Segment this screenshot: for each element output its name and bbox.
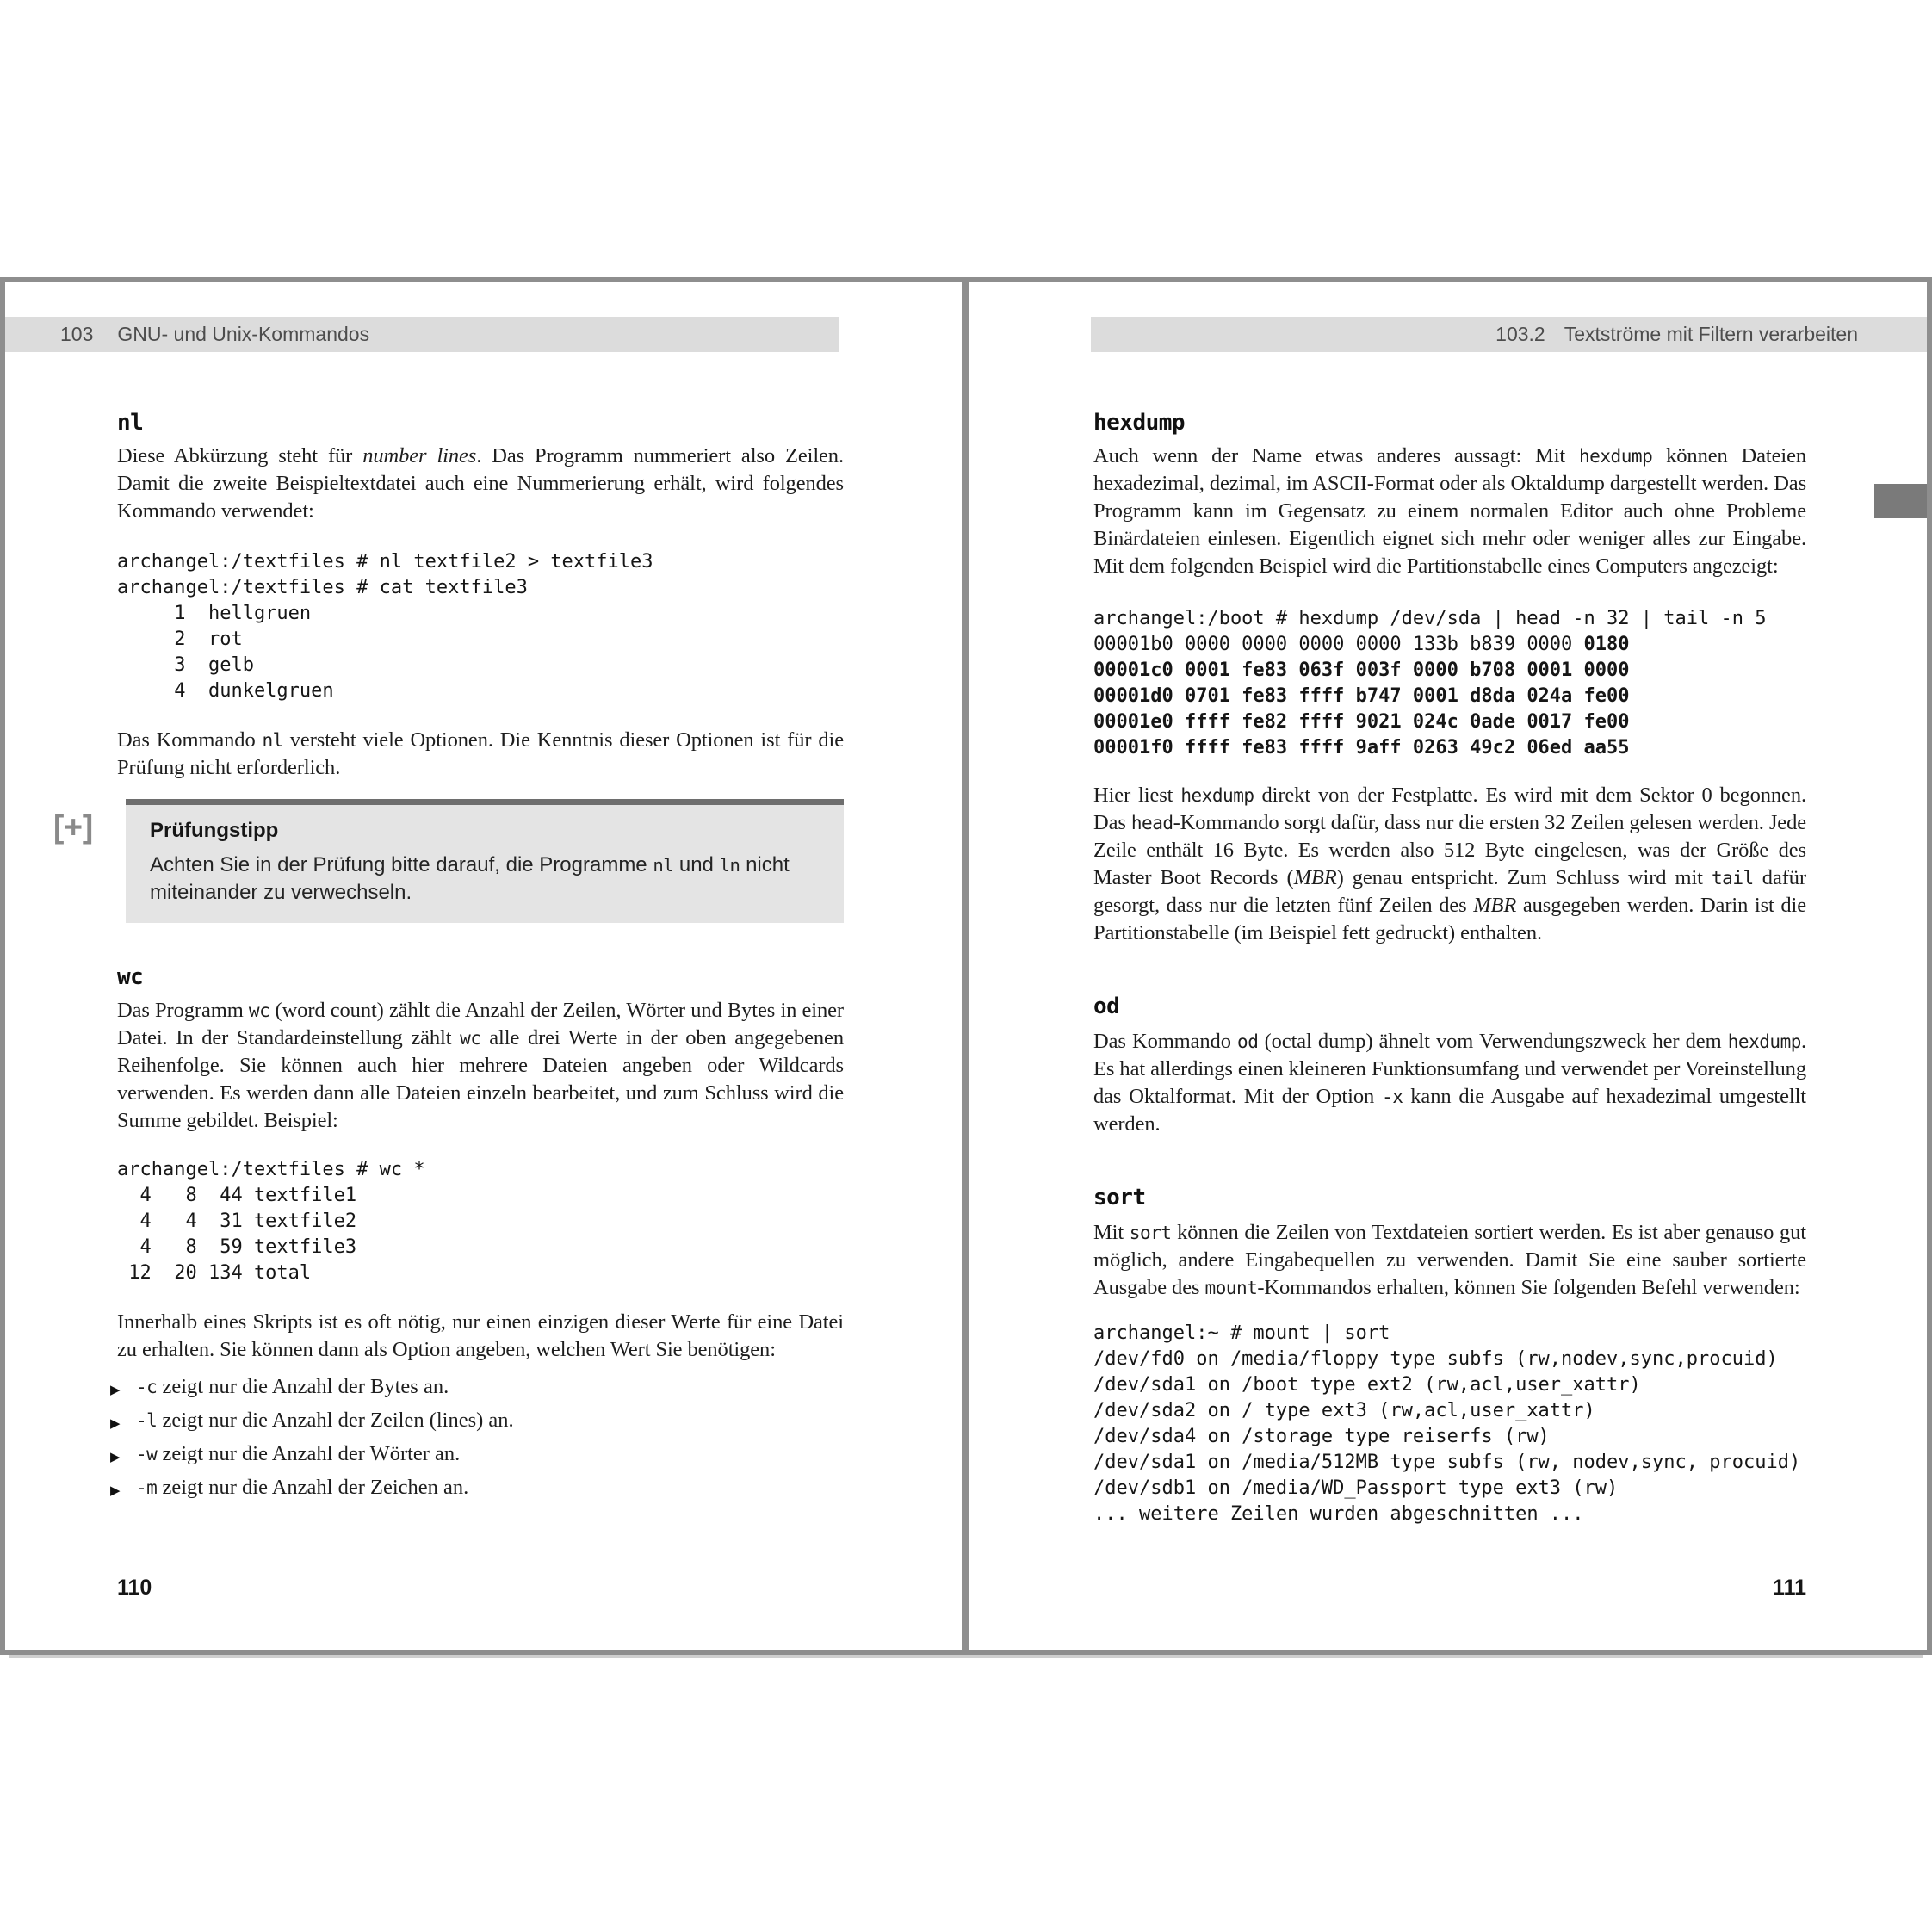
section-heading-od: od — [1093, 994, 1120, 1019]
code-line: 00001e0 ffff fe82 ffff 9021 024c 0ade 0017 fe00 — [1093, 711, 1630, 733]
section-title: Textströme mit Filtern verarbeiten — [1564, 323, 1858, 345]
exam-tip-box — [126, 799, 844, 923]
bullet-triangle-icon: ▶ — [110, 1483, 121, 1498]
list-item: ▶ -m zeigt nur die Anzahl der Zeichen an. — [110, 1475, 837, 1501]
code-line: archangel:/boot # hexdump /dev/sda | head -n 32 | tail -n 5 — [1093, 608, 1767, 629]
running-header-left — [5, 317, 839, 352]
paragraph-wc-options: Innerhalb eines Skripts ist es oft nötig, nur einen einzigen dieser Werte für eine Datei zu erhalten. Sie können dann als Option angeben, welchen Wert Sie benötigen: — [117, 1310, 844, 1361]
right-page — [969, 282, 1927, 1650]
code-block-hexdump — [1093, 606, 1806, 761]
page-divider — [962, 282, 969, 1650]
bullet-triangle-icon: ▶ — [110, 1415, 121, 1431]
exam-tip-icon: [+] — [53, 809, 94, 845]
chapter-edge-tab — [1874, 484, 1927, 518]
code-block-wc — [117, 1157, 844, 1286]
paragraph-nl-options: Das Kommando nl versteht viele Optionen. Die Kenntnis dieser Optionen ist für die Prüfung nicht erforderlich. — [117, 728, 844, 779]
list-item: ▶ -w zeigt nur die Anzahl der Wörter an. — [110, 1441, 837, 1467]
code-line: 12 20 134 total — [117, 1262, 312, 1284]
code-line: archangel:/textfiles # nl textfile2 > textfile3 — [117, 551, 653, 573]
code-line: /dev/sda4 on /storage type reiserfs (rw) — [1093, 1426, 1550, 1447]
code-line: /dev/sdb1 on /media/WD_Passport type ext3 (rw) — [1093, 1477, 1619, 1499]
section-heading-nl: nl — [117, 410, 144, 436]
chapter-title: GNU- und Unix-Kommandos — [117, 323, 370, 345]
page-number-right: 111 — [1773, 1576, 1806, 1600]
code-line: ... weitere Zeilen wurden abgeschnitten ... — [1093, 1503, 1584, 1525]
wc-option-list — [110, 1374, 837, 1508]
code-line: 00001c0 0001 fe83 063f 003f 0000 b708 0001 0000 — [1093, 659, 1630, 681]
paragraph-sort-intro: Mit sort können die Zeilen von Textdateien sortiert werden. Es ist aber genauso gut möglich, andere Eingabequellen zu verwenden. Damit Sie eine sauber sortierte Ausgabe des mount-Kommandos erhalten, können Sie folgenden Befehl verwenden: — [1093, 1221, 1806, 1299]
section-heading-hexdump: hexdump — [1093, 410, 1186, 436]
paragraph-od: Das Kommando od (octal dump) ähnelt vom Verwendungszweck her dem hexdump. Es hat allerdings einen kleineren Funktionsumfang und verwendet per Voreinstellung das Oktalformat. Mit der Option -x kann die Ausgabe auf hexadezimal umgestellt werden. — [1093, 1030, 1806, 1136]
code-line: 3 gelb — [117, 654, 254, 676]
paragraph-hexdump-explanation: Hier liest hexdump direkt von der Festplatte. Es wird mit dem Sektor 0 begonnen. Das head-Kommando sorgt dafür, dass nur die ersten 32 Zeilen gelesen werden. Jede Zeile enthält 16 Byte. Es werden also 512 Byte eingelesen, was der Größe des Master Boot Records (MBR) genau entspricht. Zum Schluss wird mit tail dafür gesorgt, dass nur die letzten fünf Zeilen des MBR ausgegeben werden. Darin ist die Partitionstabelle (im Beispiel fett gedruckt) enthalten. — [1093, 783, 1807, 944]
code-line: 4 4 31 textfile2 — [117, 1211, 357, 1232]
code-line: /dev/sda1 on /media/512MB type subfs (rw, nodev,sync, procuid) — [1093, 1452, 1801, 1473]
list-item: ▶ -c zeigt nur die Anzahl der Bytes an. — [110, 1374, 837, 1400]
section-heading-wc: wc — [117, 964, 144, 990]
bullet-triangle-icon: ▶ — [110, 1449, 121, 1464]
page-number-left: 110 — [117, 1576, 152, 1600]
section-number: 103.2 — [1495, 323, 1545, 345]
code-line: /dev/fd0 on /media/floppy type subfs (rw,nodev,sync,procuid) — [1093, 1348, 1778, 1370]
code-line: 00001d0 0701 fe83 ffff b747 0001 d8da 024a fe00 — [1093, 685, 1630, 707]
code-block-sort — [1093, 1321, 1806, 1527]
code-line: 00001f0 ffff fe83 ffff 9aff 0263 49c2 06ed aa55 — [1093, 737, 1630, 759]
tip-body: Achten Sie in der Prüfung bitte darauf, die Programme nl und ln nicht miteinander zu verwechseln. — [150, 853, 790, 904]
code-line: archangel:/textfiles # wc * — [117, 1159, 425, 1180]
section-heading-sort: sort — [1093, 1185, 1146, 1211]
code-block-nl — [117, 549, 844, 704]
paragraph-nl-intro: Diese Abkürzung steht für number lines. Das Programm nummeriert also Zeilen. Damit die zweite Beispieltextdatei auch eine Nummerierung erhält, wird folgendes Kommando verwendet: — [117, 444, 844, 523]
code-line: /dev/sda1 on /boot type ext2 (rw,acl,user_xattr) — [1093, 1374, 1641, 1396]
code-line: archangel:/textfiles # cat textfile3 — [117, 577, 528, 598]
paragraph-wc-intro: Das Programm wc (word count) zählt die Anzahl der Zeilen, Wörter und Bytes in einer Datei. In der Standardeinstellung zählt wc alle drei Werte in der oben angegebenen Reihenfolge. Sie können auch hier mehrere Dateien angeben oder Wildcards verwenden. Es werden dann alle Dateien einzeln bearbeitet, und zum Schluss wird die Summe gebildet. Beispiel: — [117, 999, 844, 1132]
left-page — [5, 282, 962, 1650]
tip-title: Prüfungstipp — [150, 819, 279, 842]
code-line: 4 8 59 textfile3 — [117, 1236, 357, 1258]
code-line: 00001b0 0000 0000 0000 0000 133b b839 0000 0180 — [1093, 634, 1630, 655]
list-item: ▶ -l zeigt nur die Anzahl der Zeilen (lines) an. — [110, 1408, 837, 1434]
code-line: 4 dunkelgruen — [117, 680, 334, 702]
bullet-triangle-icon: ▶ — [110, 1382, 121, 1397]
running-header-right — [1091, 317, 1927, 352]
paragraph-hexdump-intro: Auch wenn der Name etwas anderes aussagt: Mit hexdump können Dateien hexadezimal, dezimal, im ASCII-Format oder als Oktaldump dargestellt werden. Das Programm kann im Gegensatz zu einem normalen Editor auch ohne Probleme Binärdateien einlesen. Eigentlich eignet sich mehr oder weniger alles zur Eingabe. Mit dem folgenden Beispiel wird die Partitionstabelle eines Computers angezeigt: — [1093, 444, 1806, 578]
code-line: 2 rot — [117, 629, 243, 650]
code-line: 1 hellgruen — [117, 603, 312, 624]
code-line: archangel:~ # mount | sort — [1093, 1322, 1390, 1344]
code-line: /dev/sda2 on / type ext3 (rw,acl,user_xattr) — [1093, 1400, 1595, 1421]
page-spread — [0, 277, 1932, 1655]
chapter-number: 103 — [60, 323, 94, 345]
code-line: 4 8 44 textfile1 — [117, 1185, 357, 1206]
